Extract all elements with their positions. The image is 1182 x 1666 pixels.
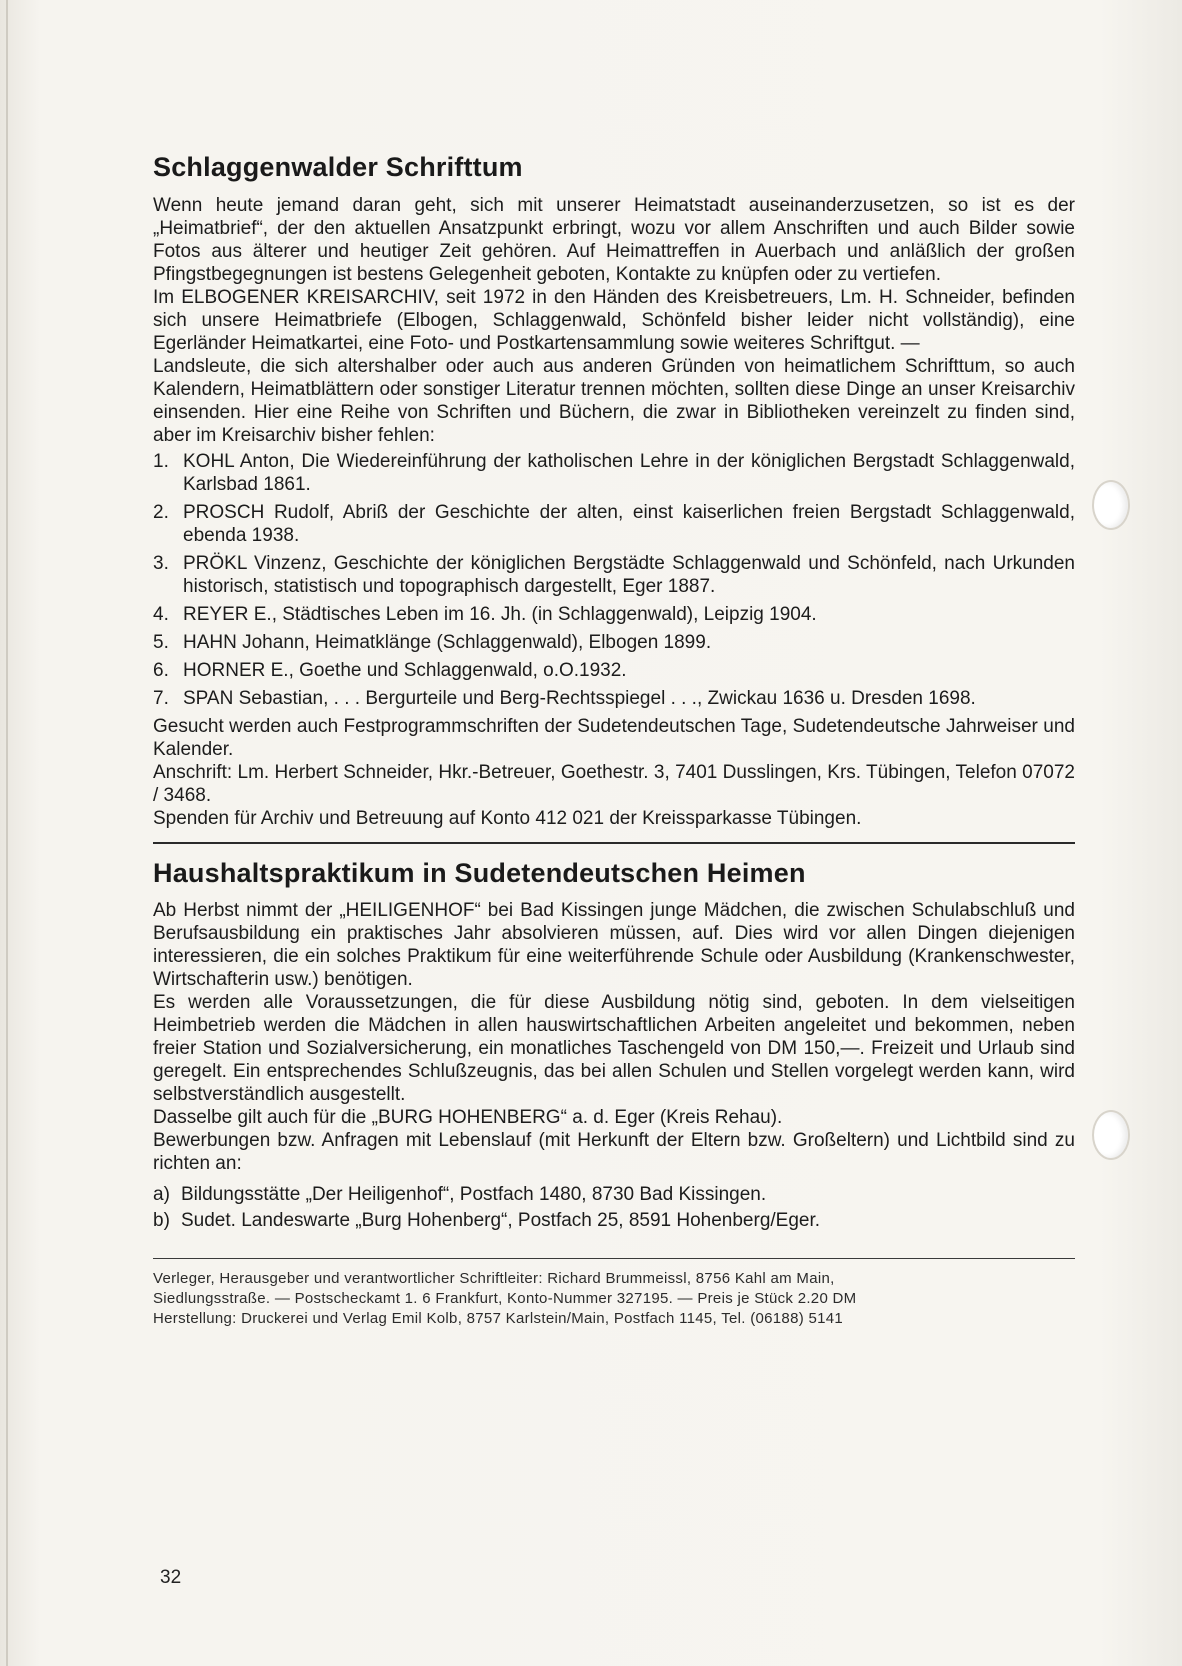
list-label: a): [153, 1184, 170, 1205]
list-item: [153, 603, 1075, 626]
imprint: [153, 1269, 1075, 1329]
imprint-divider: [153, 1258, 1075, 1259]
list-number: 3.: [153, 553, 169, 574]
list-number: 5.: [153, 632, 169, 653]
list-item: [153, 659, 1075, 682]
page-number: 32: [160, 1567, 182, 1588]
book-list: [153, 450, 1075, 710]
address-list: [153, 1183, 1075, 1232]
imprint-line: Herstellung: Druckerei und Verlag Emil Kolb, 8757 Karlstein/Main, Postfach 1145, Tel. (06188) 5141: [153, 1310, 844, 1327]
list-item: [153, 687, 1075, 710]
list-number: 4.: [153, 604, 169, 625]
imprint-line: Siedlungsstraße. — Postscheckamt 1. 6 Frankfurt, Konto-Nummer 327195. — Preis je Stück 2.20 DM: [153, 1290, 857, 1307]
list-text: Bildungsstätte „Der Heiligenhof“, Postfach 1480, 8730 Bad Kissingen.: [181, 1184, 767, 1205]
paragraph: Spenden für Archiv und Betreuung auf Konto 412 021 der Kreissparkasse Tübingen.: [153, 808, 862, 829]
list-number: 7.: [153, 688, 169, 709]
list-text: PRÖKL Vinzenz, Geschichte der königlichen Bergstädte Schlaggenwald und Schönfeld, nach Urkunden historisch, statistisch und topographisch dargestellt, Eger 1887.: [183, 553, 1075, 597]
list-text: KOHL Anton, Die Wiedereinführung der katholischen Lehre in der königlichen Bergstadt Schlaggenwald, Karlsbad 1861.: [183, 451, 1075, 495]
section-divider: [153, 842, 1075, 844]
imprint-line: Verleger, Herausgeber und verantwortlicher Schriftleiter: Richard Brummeissl, 8756 Kahl am Main,: [153, 1270, 835, 1287]
list-text: Sudet. Landeswarte „Burg Hohenberg“, Postfach 25, 8591 Hohenberg/Eger.: [181, 1210, 821, 1231]
page-edge: [6, 0, 8, 1666]
section-title-haushaltspraktikum: Haushaltspraktikum in Sudetendeutschen Heimen: [153, 858, 806, 888]
punch-hole-top: [1092, 480, 1130, 530]
section-title-schrifttum: Schlaggenwalder Schrifttum: [153, 152, 523, 182]
list-text: SPAN Sebastian, . . . Bergurteile und Berg-Rechtsspiegel . . ., Zwickau 1636 u. Dresden 1698.: [183, 688, 976, 709]
list-item: [153, 631, 1075, 654]
list-text: REYER E., Städtisches Leben im 16. Jh. (in Schlaggenwald), Leipzig 1904.: [183, 604, 817, 625]
list-number: 1.: [153, 451, 169, 472]
list-text: PROSCH Rudolf, Abriß der Geschichte der alten, einst kaiserlichen freien Bergstadt Schlaggenwald, ebenda 1938.: [183, 502, 1075, 546]
paragraph: Gesucht werden auch Festprogrammschriften der Sudetendeutschen Tage, Sudetendeutsche Jahrweiser und Kalender.: [153, 716, 1075, 760]
paragraph: Im ELBOGENER KREISARCHIV, seit 1972 in den Händen des Kreisbetreuers, Lm. H. Schneider, befinden sich unsere Heimatbriefe (Elbogen, Schlaggenwald, Schönfeld bisher leider nicht vollständig), eine Egerländer Heimatkartei, eine Foto- und Postkartensammlung sowie weiteres Schriftgut. —: [153, 287, 1075, 354]
list-label: b): [153, 1210, 170, 1231]
list-number: 6.: [153, 660, 169, 681]
list-text: HAHN Johann, Heimatklänge (Schlaggenwald), Elbogen 1899.: [183, 632, 712, 653]
paragraph: Landsleute, die sich altershalber oder auch aus anderen Gründen von heimatlichem Schrifttum, so auch Kalendern, Heimatblättern oder sonstiger Literatur trennen möchten, sollten diese Dinge an unser Kreisarchiv einsenden. Hier eine Reihe von Schriften und Büchern, die zwar in Bibliotheken vereinzelt zu finden sind, aber im Kreisarchiv bisher fehlen:: [153, 356, 1075, 446]
paragraph: Wenn heute jemand daran geht, sich mit unserer Heimatstadt auseinanderzusetzen, so ist es der „Heimatbrief“, der den aktuellen Ansatzpunkt erbringt, wozu vor allem Anschriften und auch Bilder sowie Fotos aus älterer und heutiger Zeit gehören. Auf Heimattreffen in Auerbach und anläßlich der großen Pfingstbegegnungen ist bestens Gelegenheit geboten, Kontakte zu knüpfen oder zu vertiefen.: [153, 195, 1075, 285]
list-item: [153, 1183, 1075, 1206]
list-number: 2.: [153, 502, 169, 523]
punch-hole-bottom: [1092, 1110, 1130, 1160]
document-body: [153, 150, 1075, 1329]
list-item: [153, 450, 1075, 496]
paragraph: Bewerbungen bzw. Anfragen mit Lebenslauf (mit Herkunft der Eltern bzw. Großeltern) und Lichtbild sind zu richten an:: [153, 1130, 1075, 1174]
list-item: [153, 501, 1075, 547]
list-item: [153, 1209, 1075, 1232]
paragraph: Dasselbe gilt auch für die „BURG HOHENBERG“ a. d. Eger (Kreis Rehau).: [153, 1107, 783, 1128]
paragraph: Ab Herbst nimmt der „HEILIGENHOF“ bei Bad Kissingen junge Mädchen, die zwischen Schulabschluß und Berufsausbildung ein praktisches Jahr absolvieren müssen, auf. Dies wird vor allen Dingen diejenigen interessieren, die ein solches Praktikum für eine weiterführende Schule oder Ausbildung (Krankenschwester, Wirtschafterin usw.) benötigen.: [153, 900, 1075, 990]
list-text: HORNER E., Goethe und Schlaggenwald, o.O.1932.: [183, 660, 627, 681]
address-paragraph: Anschrift: Lm. Herbert Schneider, Hkr.-Betreuer, Goethestr. 3, 7401 Dusslingen, Krs. Tübingen, Telefon 07072 / 3468.: [153, 762, 1075, 806]
list-item: [153, 552, 1075, 598]
paragraph: Es werden alle Voraussetzungen, die für diese Ausbildung nötig sind, geboten. In dem vielseitigen Heimbetrieb werden die Mädchen in allen hauswirtschaftlichen Arbeiten angeleitet und bekommen, neben freier Station und Sozialversicherung, ein monatliches Taschengeld von DM 150,—. Freizeit und Urlaub sind geregelt. Ein entsprechendes Schlußzeugnis, das bei allen Schulen und Stellen vorgelegt werden kann, wird selbstverständlich ausgestellt.: [153, 992, 1075, 1105]
